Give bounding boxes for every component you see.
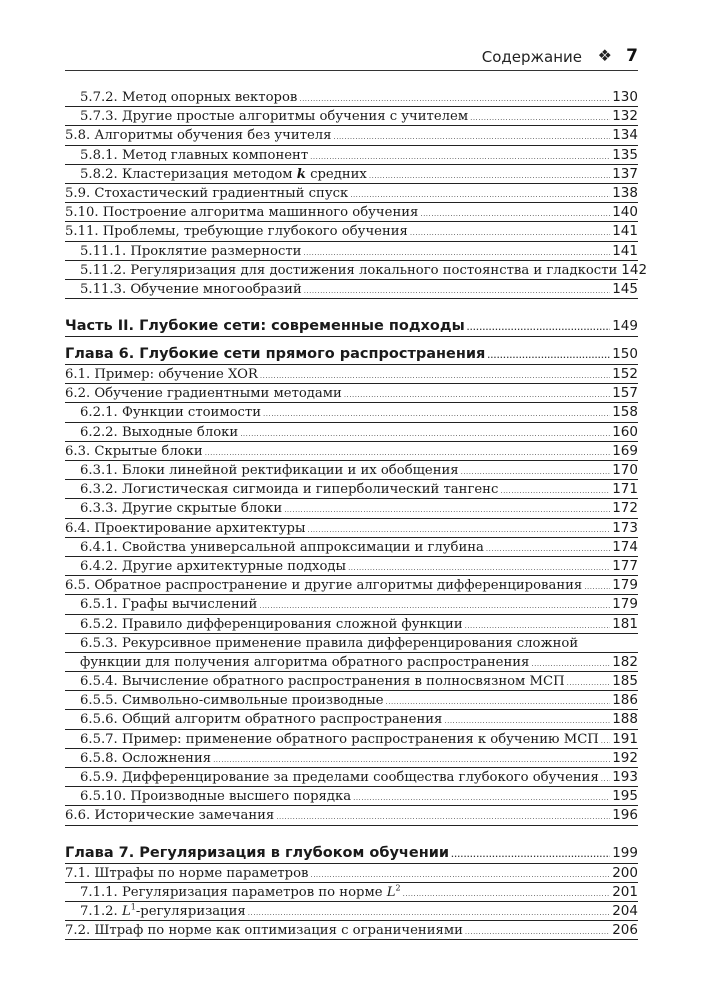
header-section-title: Содержание (481, 48, 582, 66)
toc-leader-dots (601, 732, 610, 751)
toc-leader-dots (420, 205, 610, 224)
toc-leader-dots (487, 345, 610, 367)
toc-leader-dots (369, 167, 610, 186)
toc-entry[interactable] (65, 184, 638, 203)
toc-block-ch5 (65, 88, 648, 299)
toc-entry-title (80, 165, 367, 184)
toc-entry-page: 191 (612, 730, 638, 747)
toc-entry-page: 160 (612, 423, 638, 440)
toc-leader-dots (451, 844, 610, 866)
toc-entry-page: 179 (612, 596, 638, 613)
toc-entry-page: 157 (612, 385, 638, 402)
toc-leader-dots (240, 425, 610, 444)
toc-entry-title: 5.11. Проблемы, требующие глубокого обучения (65, 224, 408, 240)
math-superscript: 2 (395, 883, 401, 893)
toc-entry-title (80, 902, 246, 921)
table-of-contents (65, 88, 648, 940)
toc-entry[interactable] (65, 787, 638, 806)
toc-entry-text: средних (305, 166, 367, 182)
page-number: 7 (626, 46, 638, 66)
toc-leader-dots (567, 674, 611, 693)
math-k: k (296, 166, 306, 182)
toc-entry-page: 177 (612, 557, 638, 574)
toc-entry-title: функции для получения алгоритма обратного распространения (80, 654, 530, 670)
toc-entry[interactable] (65, 442, 638, 461)
toc-entry-title: 5.10. Построение алгоритма машинного обучения (65, 205, 419, 221)
toc-entry[interactable] (65, 557, 638, 576)
toc-entry-page: 170 (612, 462, 638, 478)
toc-entry-title: 6.2.2. Выходные блоки (80, 424, 239, 440)
toc-entry-page: 173 (612, 519, 638, 536)
toc-leader-dots (601, 770, 610, 789)
toc-entry-6-5-3-line1[interactable] (65, 634, 638, 653)
toc-entry[interactable] (65, 672, 638, 691)
toc-entry-page: 179 (612, 577, 638, 594)
toc-entry[interactable] (65, 730, 638, 749)
toc-entry-page: 201 (612, 883, 638, 900)
toc-entry[interactable] (65, 480, 638, 499)
toc-entry-title: 6.5. Обратное распространение и другие алгоритмы дифференцирования (65, 578, 583, 594)
toc-entry-title: 6.3.2. Логистическая сигмоида и гиперболический тангенс (80, 482, 499, 498)
toc-leader-dots (500, 482, 610, 501)
toc-entry[interactable] (65, 384, 638, 403)
diamond-ornament-icon: ❖ (597, 46, 612, 65)
toc-entry[interactable] (65, 461, 638, 480)
toc-entry-page: 145 (612, 280, 638, 297)
toc-leader-dots (467, 317, 611, 339)
toc-entry[interactable] (65, 261, 648, 280)
toc-entry-title: 6.6. Исторические замечания (65, 808, 275, 824)
toc-entry[interactable] (65, 615, 638, 634)
toc-entry-title: 5.8. Алгоритмы обучения без учителя (65, 128, 332, 144)
toc-entry-title: 6.5.9. Дифференцирование за пределами сообщества глубокого обучения (80, 770, 599, 785)
toc-entry[interactable] (65, 280, 638, 299)
toc-entry-title: 6.2.1. Функции стоимости (80, 405, 262, 421)
toc-entry[interactable] (65, 595, 638, 614)
toc-entry-page: 130 (612, 89, 638, 105)
toc-entry-title: 6.4.2. Другие архитектурные подходы (80, 558, 347, 574)
toc-entry-page: 181 (612, 615, 638, 632)
toc-entry-page: 185 (612, 673, 638, 690)
toc-entry-page: 169 (612, 442, 638, 459)
toc-leader-dots (486, 540, 610, 559)
toc-entry-title: 6.1. Пример: обучение XOR (65, 367, 258, 383)
toc-entry-page: 141 (612, 223, 638, 240)
toc-entry-title: 6.4.1. Свойства универсальной аппроксимации и глубина (80, 539, 484, 555)
toc-leader-dots (465, 923, 610, 942)
toc-entry-page: 204 (612, 902, 638, 919)
toc-entry-page: 138 (612, 184, 638, 201)
toc-entry-page: 199 (612, 844, 638, 861)
toc-leader-dots (344, 386, 610, 405)
toc-entry[interactable] (65, 242, 638, 261)
toc-entry-title: 7.2. Штраф по норме как оптимизация с ограничениями (65, 923, 463, 939)
toc-entry-title: 6.3.3. Другие скрытые блоки (80, 501, 283, 517)
toc-entry-page: 140 (612, 204, 638, 221)
toc-entry[interactable] (65, 146, 638, 165)
toc-entry-number: 7.1.2. (80, 903, 122, 919)
toc-entry-page: 135 (612, 146, 638, 163)
toc-entry-text: 7.1.1. Регуляризация параметров по норме (80, 884, 387, 900)
toc-entry-page: 134 (612, 127, 638, 144)
math-L: L (121, 903, 131, 919)
toc-block-ch6 (65, 365, 638, 634)
toc-entry-page: 174 (612, 538, 638, 555)
toc-entry-page: 132 (612, 108, 638, 125)
toc-entry-page: 206 (612, 922, 638, 939)
toc-entry-7-1[interactable] (65, 864, 638, 883)
toc-leader-dots (353, 789, 610, 808)
toc-leader-dots (284, 501, 610, 520)
math-L: L (386, 884, 396, 900)
toc-entry-page: 158 (612, 404, 638, 421)
toc-entry[interactable] (65, 519, 638, 538)
toc-entry-page: 149 (612, 318, 638, 335)
page-header (65, 46, 638, 71)
toc-entry-page: 172 (612, 500, 638, 517)
toc-entry[interactable] (65, 203, 638, 222)
toc-entry-text: -регуляризация (135, 903, 246, 919)
spacer (65, 299, 638, 315)
toc-entry[interactable] (65, 126, 638, 145)
toc-entry[interactable] (65, 403, 638, 422)
toc-entry[interactable] (65, 165, 638, 184)
toc-entry-title: 5.11.2. Регуляризация для достижения локального постоянства и гладкости (80, 262, 618, 278)
toc-entry-7-2[interactable] (65, 921, 638, 940)
toc-entry-title: 5.7.3. Другие простые алгоритмы обучения с учителем (80, 109, 469, 125)
toc-entry-page: 182 (612, 653, 638, 670)
toc-entry-title: 6.5.6. Общий алгоритм обратного распространения (80, 712, 443, 728)
toc-entry-title: Глава 6. Глубокие сети прямого распространения (65, 346, 486, 363)
toc-entry-page: 192 (612, 749, 638, 766)
toc-entry-page: 200 (612, 864, 638, 881)
toc-leader-dots (276, 808, 610, 827)
toc-entry-title: 6.5.3. Рекурсивное применение правила дифференцирования сложной (80, 635, 579, 651)
toc-entry-title: 5.11.1. Проклятие размерности (80, 243, 302, 259)
toc-leader-dots (584, 578, 610, 597)
toc-entry-title: 6.5.8. Осложнения (80, 750, 212, 766)
toc-entry[interactable] (65, 423, 638, 442)
toc-entry-title: 6.5.1. Графы вычислений (80, 597, 258, 613)
toc-entry-title: 6.4. Проектирование архитектуры (65, 520, 306, 536)
toc-leader-dots (304, 282, 610, 301)
math-superscript: 1 (130, 902, 136, 912)
toc-entry[interactable] (65, 222, 638, 241)
toc-entry-title: 7.1. Штрафы по норме параметров (65, 865, 309, 881)
toc-leader-dots (410, 224, 610, 243)
toc-entry-page: 150 (612, 346, 638, 363)
toc-entry-page: 195 (612, 788, 638, 805)
toc-entry-page: 142 (621, 261, 648, 278)
toc-entry-6-5-3-line2[interactable] (65, 653, 638, 672)
toc-entry-part-2[interactable] (65, 315, 638, 337)
toc-entry-text: 5.8.2. Кластеризация методом (80, 166, 297, 182)
toc-entry-title: 5.7.2. Метод опорных векторов (80, 90, 298, 105)
toc-entry[interactable] (65, 499, 638, 518)
toc-entry-page: 193 (612, 769, 638, 785)
toc-entry-title: 6.5.7. Пример: применение обратного распространения к обучению МСП (80, 731, 599, 747)
toc-entry-page: 171 (612, 481, 638, 498)
toc-entry[interactable] (65, 806, 638, 825)
toc-entry-page: 152 (612, 366, 638, 383)
toc-leader-dots (334, 128, 611, 147)
toc-entry[interactable] (65, 710, 638, 729)
toc-entry[interactable] (65, 365, 638, 384)
toc-entry-page: 137 (612, 165, 638, 182)
toc-entry-page: 186 (612, 692, 638, 709)
toc-entry-chapter-7[interactable] (65, 842, 638, 864)
toc-entry-chapter-6[interactable] (65, 343, 638, 365)
toc-entry-title: 6.2. Обучение градиентными методами (65, 386, 342, 402)
toc-leader-dots (403, 885, 611, 904)
toc-entry-7-1-1[interactable] (65, 883, 638, 902)
toc-leader-dots (470, 109, 610, 128)
toc-entry[interactable] (65, 768, 638, 787)
toc-block-ch6-cont (65, 672, 638, 826)
toc-entry-7-1-2[interactable] (65, 902, 638, 921)
toc-entry[interactable] (65, 107, 638, 126)
toc-entry[interactable] (65, 538, 638, 557)
toc-entry[interactable] (65, 576, 638, 595)
toc-entry-title (80, 883, 401, 902)
toc-entry-title: Глава 7. Регуляризация в глубоком обучении (65, 844, 450, 861)
toc-entry[interactable] (65, 749, 638, 768)
toc-entry[interactable] (65, 691, 638, 710)
toc-entry-page: 141 (612, 242, 638, 259)
toc-entry-title: 6.3. Скрытые блоки (65, 443, 203, 459)
toc-entry-title: 6.5.2. Правило дифференцирования сложной функции (80, 616, 463, 632)
toc-leader-dots (263, 405, 610, 424)
toc-entry-title: 5.11.3. Обучение многообразий (80, 281, 302, 297)
toc-entry-title: Часть II. Глубокие сети: современные подходы (65, 318, 465, 335)
toc-entry[interactable] (65, 88, 638, 107)
toc-entry-title: 6.5.4. Вычисление обратного распространения в полносвязном МСП (80, 674, 565, 690)
toc-entry-title: 5.8.1. Метод главных компонент (80, 147, 309, 163)
toc-entry-page: 196 (612, 807, 638, 824)
toc-entry-title: 5.9. Стохастический градиентный спуск (65, 185, 349, 201)
toc-entry-title: 6.5.10. Производные высшего порядка (80, 789, 352, 805)
toc-entry-page: 188 (612, 711, 638, 728)
spacer (65, 826, 638, 842)
toc-entry-title: 6.5.5. Символьно-символьные производные (80, 693, 384, 709)
toc-entry-title: 6.3.1. Блоки линейной ректификации и их обобщения (80, 463, 459, 478)
